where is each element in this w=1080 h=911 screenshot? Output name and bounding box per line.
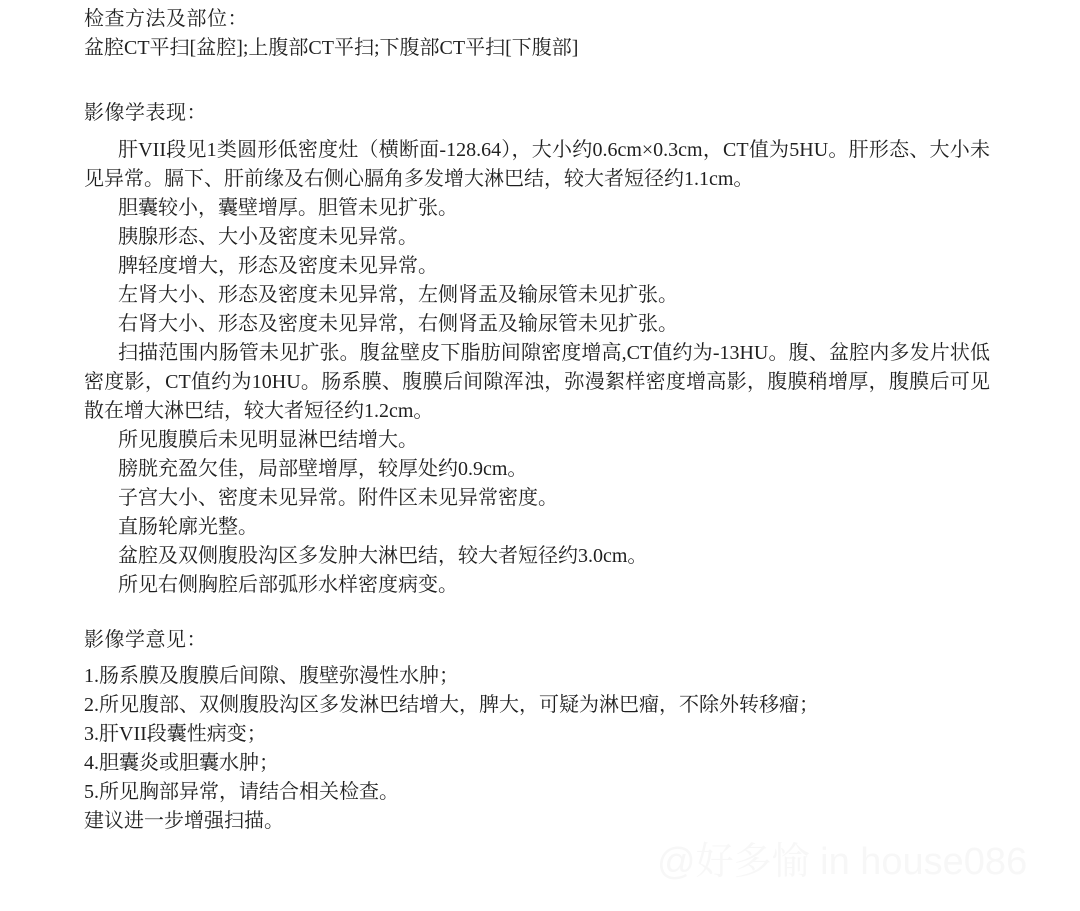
finding-paragraph: 胆囊较小，囊壁增厚。胆管未见扩张。	[118, 197, 458, 219]
finding-paragraph: 所见腹膜后未见明显淋巴结增大。	[118, 429, 418, 451]
finding-paragraph: 直肠轮廓光整。	[118, 516, 258, 538]
findings-paragraphs	[84, 136, 990, 600]
finding-paragraph: 左肾大小、形态及密度未见异常，左侧肾盂及输尿管未见扩张。	[118, 284, 678, 306]
impression-item: 2.所见腹部、双侧腹股沟区多发淋巴结增大，脾大，可疑为淋巴瘤，不除外转移瘤；	[84, 694, 819, 716]
finding-paragraph: 子宫大小、密度未见异常。附件区未见异常密度。	[118, 487, 558, 509]
finding-paragraph: 脾轻度增大，形态及密度未见异常。	[118, 255, 438, 277]
finding-paragraph: 所见右侧胸腔后部弧形水样密度病变。	[118, 574, 458, 596]
exam-method-heading: 检查方法及部位：	[84, 8, 248, 30]
impression-items	[84, 662, 990, 836]
impression-section	[84, 626, 990, 836]
finding-paragraph: 盆腔及双侧腹股沟区多发肿大淋巴结，较大者短径约3.0cm。	[118, 545, 648, 567]
ct-report-page	[84, 5, 990, 836]
finding-paragraph: 扫描范围内肠管未见扩张。腹盆壁皮下脂肪间隙密度增高,CT值约为-13HU。腹、盆腔内多发片状低密度影，CT值约为10HU。肠系膜、腹膜后间隙浑浊，弥漫絮样密度增高影，腹膜稍增厚，腹膜后可见散在增大淋巴结，较大者短径约1.2cm。	[84, 342, 990, 422]
finding-paragraph: 胰腺形态、大小及密度未见异常。	[118, 226, 418, 248]
watermark: @好多愉 in house086	[657, 841, 1028, 883]
impression-item: 5.所见胸部异常，请结合相关检查。	[84, 781, 399, 803]
impression-item: 建议进一步增强扫描。	[84, 810, 284, 832]
finding-paragraph: 右肾大小、形态及密度未见异常，右侧肾盂及输尿管未见扩张。	[118, 313, 678, 335]
impression-heading: 影像学意见：	[84, 629, 207, 651]
impression-item: 1.肠系膜及腹膜后间隙、腹壁弥漫性水肿；	[84, 665, 459, 687]
exam-method-body: 盆腔CT平扫[盆腔];上腹部CT平扫;下腹部CT平扫[下腹部]	[84, 37, 579, 59]
finding-paragraph: 肝VII段见1类圆形低密度灶（横断面-128.64），大小约0.6cm×0.3cm，CT值为5HU。肝形态、大小未见异常。膈下、肝前缘及右侧心膈角多发增大淋巴结，较大者短径约1.1cm。	[84, 139, 990, 190]
findings-section	[84, 99, 990, 600]
impression-item: 3.肝VII段囊性病变；	[84, 723, 267, 745]
exam-method-section	[84, 5, 990, 63]
finding-paragraph: 膀胱充盈欠佳，局部壁增厚，较厚处约0.9cm。	[118, 458, 528, 480]
findings-heading: 影像学表现：	[84, 102, 207, 124]
impression-item: 4.胆囊炎或胆囊水肿；	[84, 752, 279, 774]
